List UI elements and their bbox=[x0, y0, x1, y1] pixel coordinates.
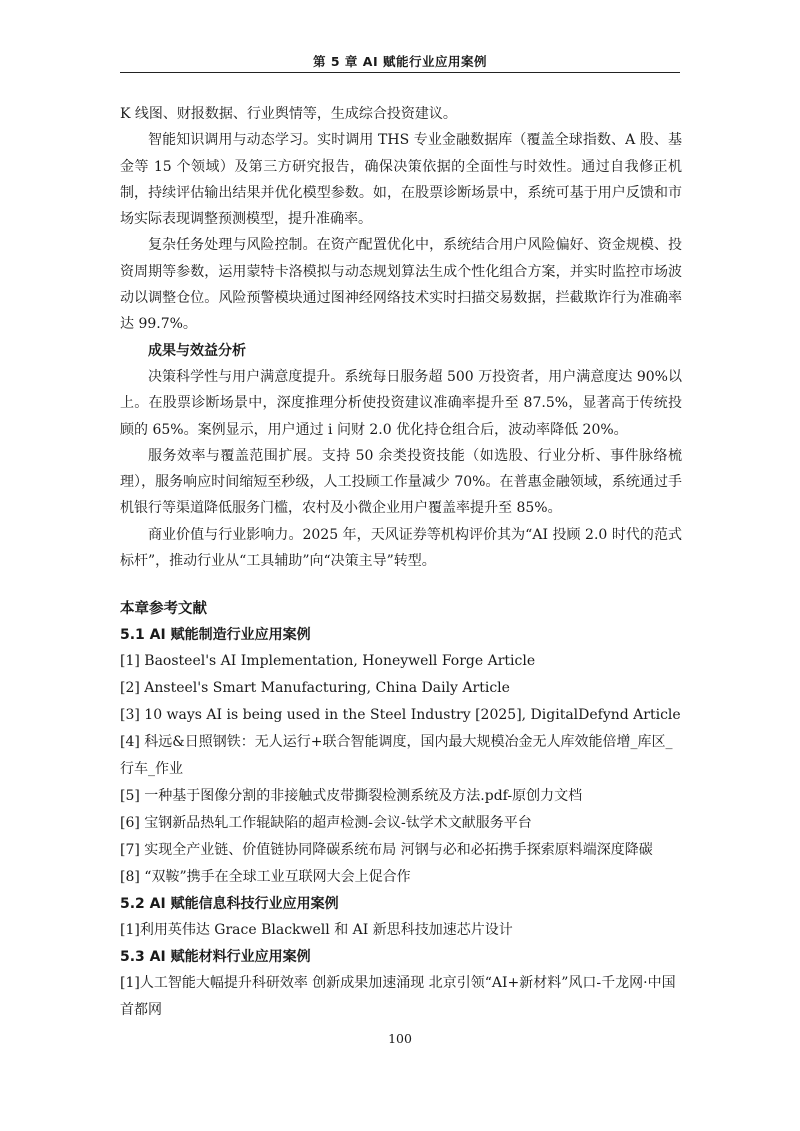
reference-item: [5] 一种基于图像分割的非接触式皮带撕裂检测系统及方法.pdf-原创力文档 bbox=[120, 788, 583, 805]
references-title: 本章参考文献 bbox=[120, 601, 207, 618]
paragraph: 复杂任务处理与风险控制。在资产配置优化中，系统结合用户风险偏好、资金规模、投资周期等参数，运用蒙特卡洛模拟与动态规划算法生成个性化组合方案，并实时监控市场波动以调整仓位。风险预警模块通过图神经网络技术实时扫描交易数据，拦截欺诈行为准确率达 99.7%。 bbox=[120, 237, 682, 333]
page-content bbox=[120, 101, 682, 1024]
paragraph: 智能知识调用与动态学习。实时调用 THS 专业金融数据库（覆盖全球指数、A 股、基金等 15 个领域）及第三方研究报告，确保决策依据的全面性与时效性。通过自我修正机制，持续评估输出结果并优化模型参数。如，在股票诊断场景中，系统可基于用户反馈和市场实际表现调整预测模型，提升准确率。 bbox=[120, 132, 682, 228]
reference-section-title: 5.3 AI 赋能材料行业应用案例 bbox=[120, 949, 311, 966]
paragraph: 服务效率与覆盖范围扩展。支持 50 余类投资技能（如选股、行业分析、事件脉络梳理），服务响应时间缩短至秒级，人工投顾工作量减少 70%。在普惠金融领域，系统通过手机银行等渠道降低服务门槛，农村及小微企业用户覆盖率提升至 85%。 bbox=[120, 447, 682, 517]
paragraph: 决策科学性与用户满意度提升。系统每日服务超 500 万投资者，用户满意度达 90%以上。在股票诊断场景中，深度推理分析使投资建议准确率提升至 87.5%，显著高于传统投顾的 65%。案例显示，用户通过 i 问财 2.0 优化持仓组合后，波动率降低 20%。 bbox=[120, 368, 682, 438]
reference-item: [6] 宝钢新品热轧工作辊缺陷的超声检测-会议-钛学术文献服务平台 bbox=[120, 815, 532, 832]
running-header: 第 5 章 AI 赋能行业应用案例 bbox=[313, 54, 487, 69]
reference-section-title: 5.1 AI 赋能制造行业应用案例 bbox=[120, 627, 311, 644]
reference-item: [1] Baosteel's AI Implementation, Honeywell Forge Article bbox=[120, 653, 536, 670]
reference-item: [4] 科远&日照钢铁：无人运行+联合智能调度，国内最大规模冶金无人库效能倍增_库区_行车_作业 bbox=[120, 734, 673, 778]
page-number: 100 bbox=[388, 1031, 412, 1046]
reference-item: [2] Ansteel's Smart Manufacturing, China Daily Article bbox=[120, 680, 510, 697]
header-rule bbox=[120, 72, 680, 73]
paragraph: 商业价值与行业影响力。2025 年，天风证券等机构评价其为“AI 投顾 2.0 时代的范式标杆”，推动行业从“工具辅助”向“决策主导”转型。 bbox=[120, 526, 682, 570]
reference-item: [1]利用英伟达 Grace Blackwell 和 AI 新思科技加速芯片设计 bbox=[120, 922, 513, 939]
reference-section-title: 5.2 AI 赋能信息科技行业应用案例 bbox=[120, 896, 339, 913]
section-subheading: 成果与效益分析 bbox=[148, 342, 246, 359]
reference-item: [7] 实现全产业链、价值链协同降碳系统布局 河钢与必和必拓携手探索原料端深度降碳 bbox=[120, 842, 653, 859]
paragraph: K 线图、财报数据、行业舆情等，生成综合投资建议。 bbox=[120, 106, 457, 122]
reference-item: [3] 10 ways AI is being used in the Steel Industry [2025], DigitalDefynd Article bbox=[120, 707, 681, 724]
reference-item: [1]人工智能大幅提升科研效率 创新成果加速涌现 北京引领“AI+新材料”风口-千龙网·中国首都网 bbox=[120, 975, 676, 1019]
reference-item: [8] “双鞍”携手在全球工业互联网大会上促合作 bbox=[120, 869, 411, 886]
